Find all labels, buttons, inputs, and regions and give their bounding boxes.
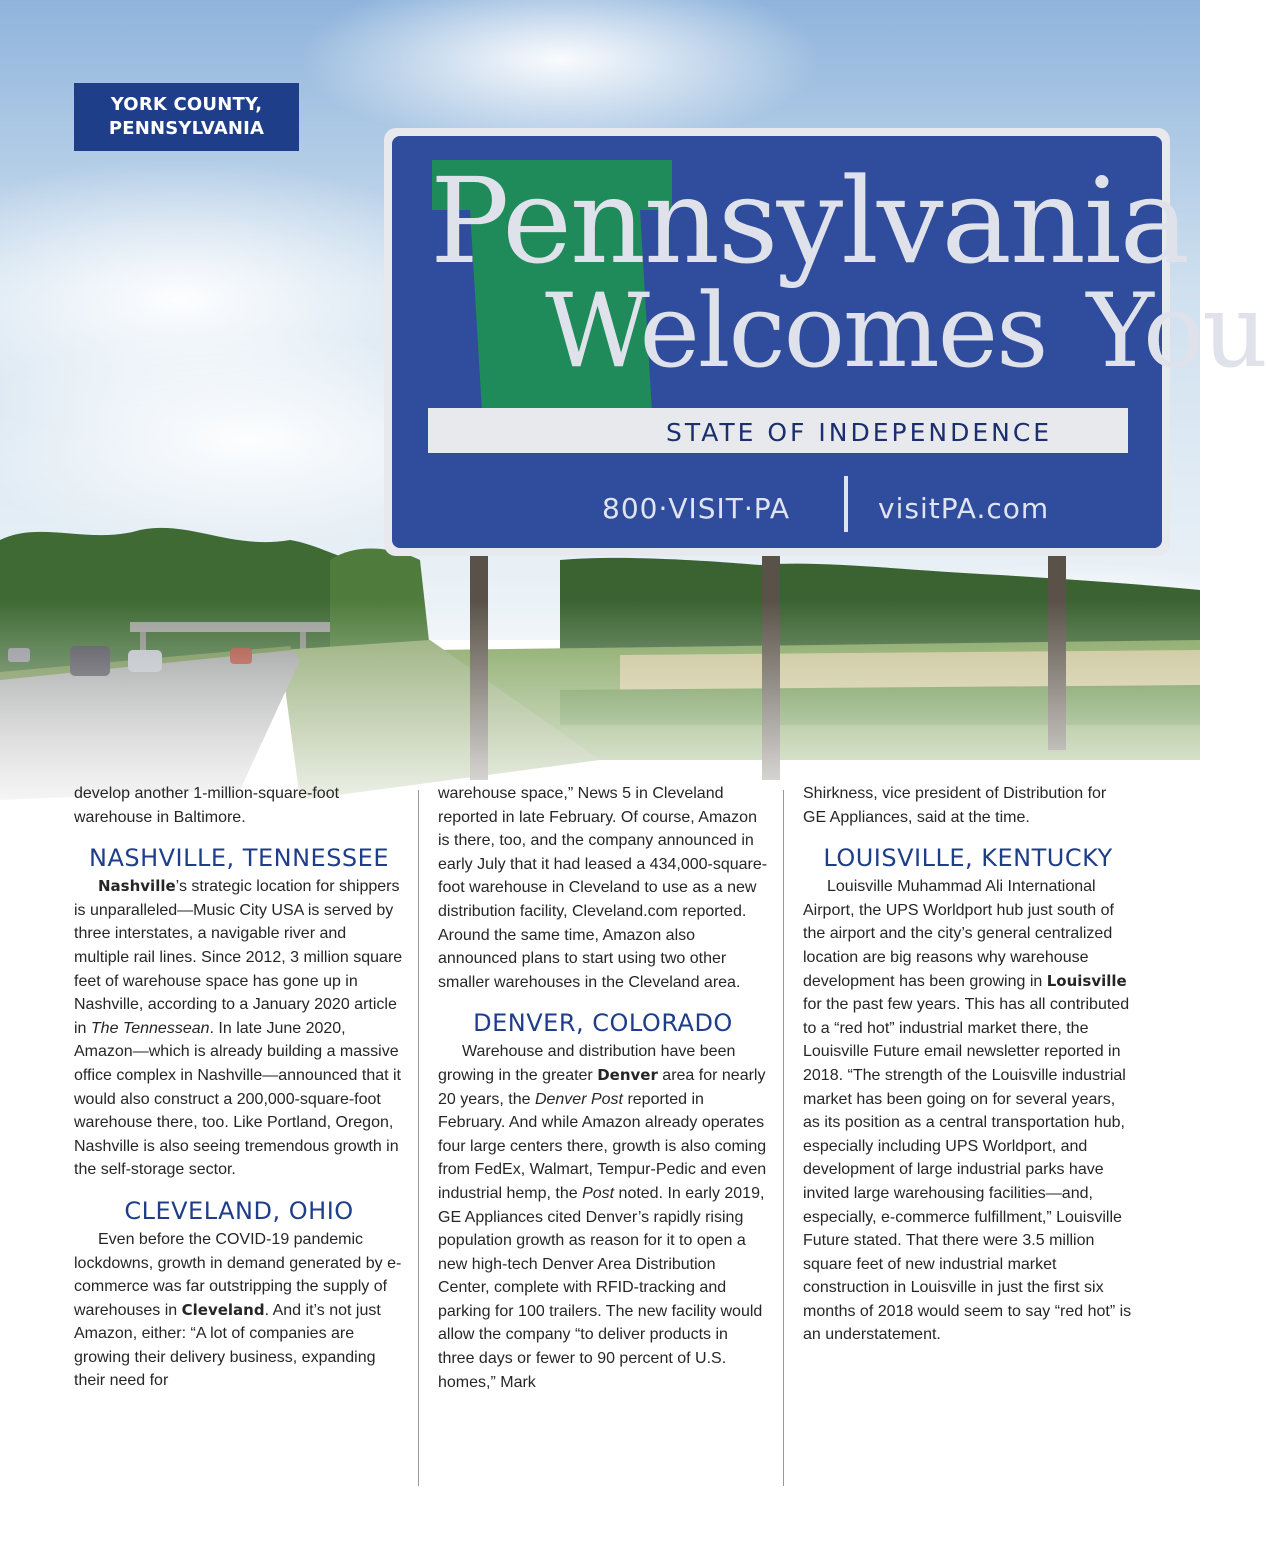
paragraph-nashville [74, 875, 404, 1182]
italic-tennessean: The Tennessean [90, 1019, 210, 1037]
text-run: Louisville Muhammad Ali International Airport, the UPS Worldport hub just south of the airport and the city’s general centralized location are big reasons why warehouse development has been growing in [803, 878, 1114, 990]
heading-louisville: LOUISVILLE, KENTUCKY [823, 844, 1113, 873]
article-column-2 [438, 782, 768, 1394]
bold-nashville: Nashville [98, 877, 176, 896]
text-run: for the past few years. This has all contributed to a “red hot” industrial market there, the Louisville Future email newsletter reported in 2018. “The strength of the Louisville industrial market has been going on for several years, as its position as a central transportation hub, especially including UPS Worldport, and development of large industrial parks have invited large warehousing facilities—and, especially, e-commerce fulfillment,” Louisville Future stated. That there were 3.5 million square feet of new industrial market construction in Louisville in just the first six months of 2018 would seem to say “red hot” is an understatement. [803, 996, 1132, 1344]
location-tag-line1: YORK COUNTY, [110, 94, 263, 115]
location-tag-line2: PENNSYLVANIA [108, 118, 265, 139]
italic-post: Post [582, 1184, 615, 1202]
paragraph-denver [438, 1040, 768, 1394]
heading-denver: DENVER, COLORADO [473, 1009, 733, 1038]
sign-title-line1: Pennsylvania [430, 152, 1188, 290]
bold-cleveland: Cleveland [181, 1300, 265, 1319]
sign-phone: 800·VISIT·PA [602, 492, 791, 525]
text-run: Warehouse and distribution have been growing in the greater [438, 1043, 736, 1084]
paragraph-baltimore: develop another 1-million-square-foot warehouse in Baltimore. [74, 785, 340, 826]
text-run: reported in February. And while Amazon already operates four large centers there, growth is also coming from FedEx, Walmart, Tempur-Pedic and even industrial hemp, the [438, 1090, 767, 1202]
italic-denver-post: Denver Post [534, 1090, 623, 1108]
column-divider-1 [418, 790, 419, 1486]
text-run: . In late June 2020, Amazon—which is already building a massive office complex in Nashville—announced that it would also construct a 200,000-square-foot warehouse there, too. Like Portland, Oregon, Nashville is also seeing tremendous growth in the self-storage sector. [74, 1019, 401, 1179]
heading-nashville: NASHVILLE, TENNESSEE [88, 844, 389, 873]
text-run: . And it’s not just Amazon, either: “A lot of companies are growing their delivery business, expanding their need for [74, 1301, 381, 1390]
location-tag [74, 83, 299, 151]
paragraph-louisville [803, 875, 1133, 1347]
text-run: area for nearly 20 years, the [438, 1066, 766, 1108]
text-run: noted. In early 2019, GE Appliances cited Denver’s rapidly rising population growth as reason for it to open a new high-tech Denver Area Distribution Center, complete with RFID-tracking and parking for 100 trailers. The new facility would allow the company “to deliver products in three days or fewer to 90 percent of U.S. homes,” Mark [438, 1184, 765, 1391]
paragraph-cleveland-cont: warehouse space,” News 5 in Cleveland reported in late February. Of course, Amazon is there, too, and the company announced in early July that it had leased a 434,000-square-foot warehouse in Cleveland to use as a new distribution facility, Cleveland.com reported. Around the same time, Amazon also announced plans to start using two other smaller warehouses in the Cleveland area. [438, 785, 768, 991]
sign-word-you: You [1086, 272, 1266, 391]
paragraph-cleveland [74, 1228, 404, 1393]
paragraph-shirkness: Shirkness, vice president of Distribution for GE Appliances, said at the time. [803, 785, 1107, 826]
bold-louisville: Louisville [1046, 971, 1127, 990]
sign-word-welcomes: Welcomes [545, 272, 1047, 391]
bold-denver: Denver [597, 1065, 658, 1084]
column-divider-2 [783, 790, 784, 1486]
text-run: ’s strategic location for shippers is unparalleled—Music City USA is served by three interstates, a navigable river and multiple rail lines. Since 2012, 3 million square feet of warehouse space has gone up in Nashville, according to a January 2020 article in [74, 878, 403, 1037]
article-column-1 [74, 782, 404, 1393]
sign-website: visitPA.com [878, 492, 1050, 525]
sign-motto-band: STATE OF INDEPENDENCE [666, 418, 1053, 447]
article-column-3 [803, 782, 1133, 1347]
text-run: Even before the COVID-19 pandemic lockdowns, growth in demand generated by e-commerce was far outstripping the supply of warehouses in [74, 1230, 402, 1319]
sign-title-line2 [545, 272, 1266, 391]
heading-cleveland: CLEVELAND, OHIO [124, 1196, 354, 1225]
